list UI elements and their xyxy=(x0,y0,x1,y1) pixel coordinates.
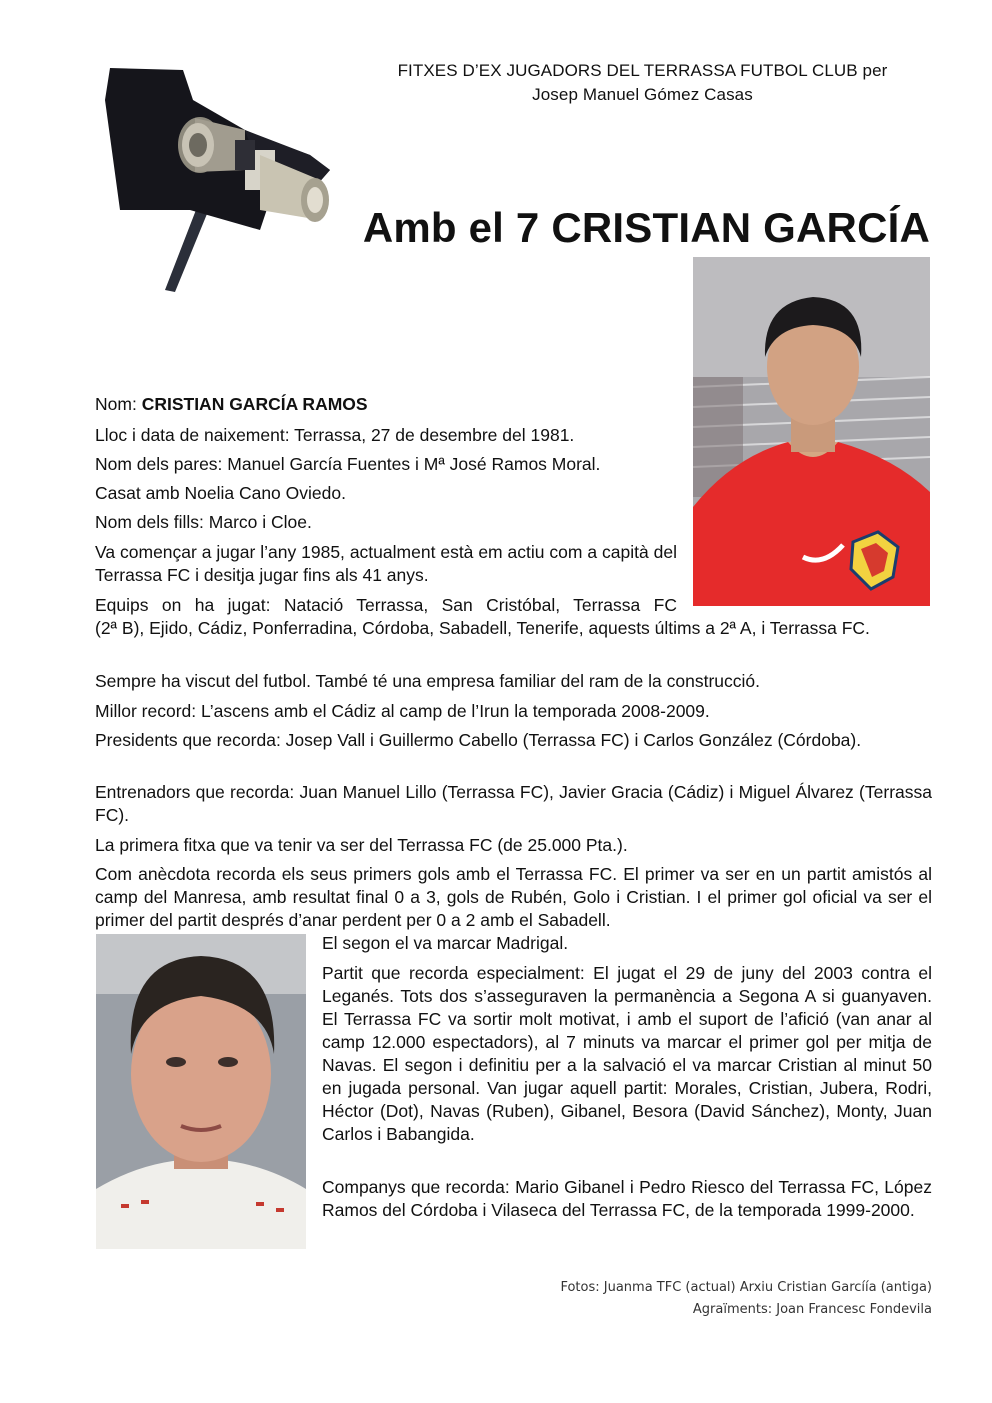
field-parents: Nom dels pares: Manuel García Fuentes i Mª José Ramos Moral. xyxy=(95,454,601,474)
player-photo-current xyxy=(693,257,930,606)
header-line-2: Josep Manuel Gómez Casas xyxy=(532,85,753,104)
nom-value: CRISTIAN GARCÍA RAMOS xyxy=(141,394,368,414)
field-teams-line1: Equips on ha jugat: Natació Terrassa, San Cristóbal, Terrassa FC xyxy=(95,595,677,615)
header-line-1: FITXES D’EX JUGADORS DEL TERRASSA FUTBOL CLUB per xyxy=(397,61,888,80)
loudspeaker-icon xyxy=(95,60,335,330)
player-photo-old xyxy=(96,934,306,1249)
field-spouse: Casat amb Noelia Cano Oviedo. xyxy=(95,483,346,503)
field-children: Nom dels fills: Marco i Cloe. xyxy=(95,512,312,532)
field-teams-line2: (2ª B), Ejido, Cádiz, Ponferradina, Córdoba, Sabadell, Tenerife, aquests últims a 2ª A, i Terrassa FC. xyxy=(95,618,870,638)
page-title: Amb el 7 CRISTIAN GARCÍA xyxy=(362,204,930,251)
field-life: Sempre ha viscut del futbol. També té una empresa familiar del ram de la construcció. xyxy=(95,671,760,691)
field-anecdote: Com anècdota recorda els seus primers gols amb el Terrassa FC. El primer va ser en un partit amistós al camp del Manresa, amb resultat final 0 a 3, gols de Rubén, Golo i Cristian. I el primer gol oficial va ser el primer del partit després d’anar perdent per 0 a 2 amb el Sabadell. xyxy=(95,864,932,930)
field-first-contract: La primera fitxa que va tenir va ser del Terrassa FC (de 25.000 Pta.). xyxy=(95,835,628,855)
field-best-memory: Millor record: L’ascens amb el Cádiz al camp de l’Irun la temporada 2008-2009. xyxy=(95,701,710,721)
field-teammates: Companys que recorda: Mario Gibanel i Pedro Riesco del Terrassa FC, López Ramos del Córdoba i Vilaseca del Terrassa FC, de la temporada 1999-2000. xyxy=(322,1177,932,1220)
nom-label: Nom: xyxy=(95,394,142,414)
field-nom xyxy=(95,393,677,416)
field-career-start: Va començar a jugar l’any 1985, actualment està em actiu com a capità del Terrassa FC i desitja jugar fins als 41 anys. xyxy=(95,542,677,585)
field-birth: Lloc i data de naixement: Terrassa, 27 de desembre del 1981. xyxy=(95,425,575,445)
photo-credits: Fotos: Juanma TFC (actual) Arxiu Cristian Garcíía (antiga) xyxy=(560,1280,932,1295)
field-presidents: Presidents que recorda: Josep Vall i Guillermo Cabello (Terrassa FC) i Carlos González (Córdoba). xyxy=(95,730,862,750)
acknowledgements: Agraïments: Joan Francesc Fondevila xyxy=(692,1302,932,1317)
field-anecdote-end: El segon el va marcar Madrigal. xyxy=(322,933,569,953)
field-coaches: Entrenadors que recorda: Juan Manuel Lillo (Terrassa FC), Javier Gracia (Cádiz) i Miguel Álvarez (Terrassa FC). xyxy=(95,782,932,825)
field-special-match: Partit que recorda especialment: El jugat el 29 de juny del 2003 contra el Leganés. Tots dos s’asseguraven la permanència a Segona A si guanyaven. El Terrassa FC va sortir molt motivat, i amb el suport de l’afició (van anar al camp 12.000 espectadors), al 7 minuts va marcar el primer gol per mitja de Navas. El segon i definitiu per a la salvació el va marcar Cristian al minut 50 en jugada personal. Van jugar aquell partit: Morales, Cristian, Jubera, Rodri, Héctor (Dot), Navas (Ruben), Gibanel, Besora (David Sánchez), Monty, Juan Carlos i Babangida. xyxy=(322,963,932,1144)
